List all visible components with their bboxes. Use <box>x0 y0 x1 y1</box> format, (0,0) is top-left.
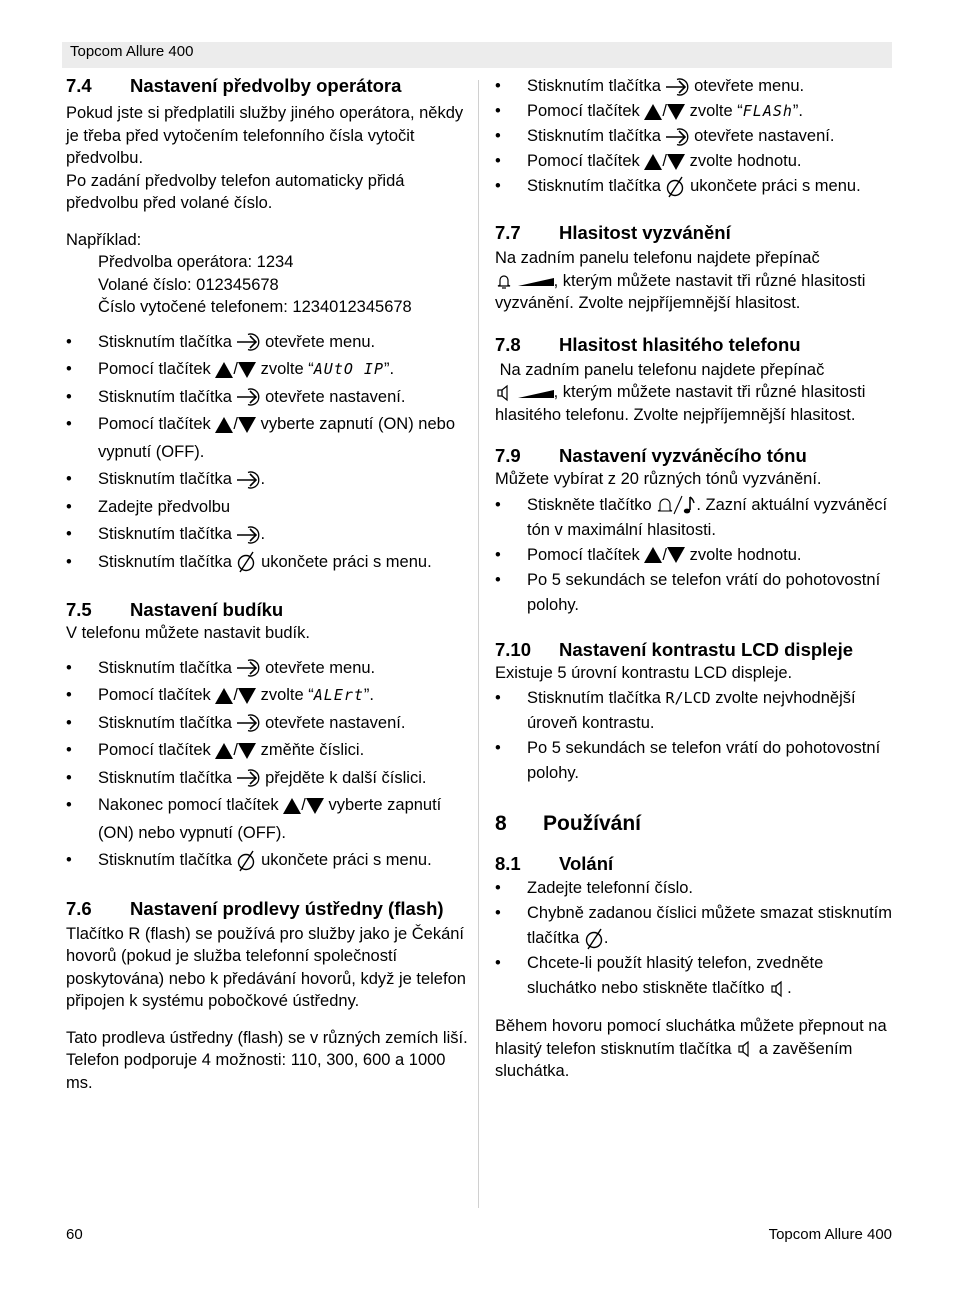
s74-example-line-2: Volané číslo: 012345678 <box>98 275 279 294</box>
arrow-up-icon <box>283 798 301 814</box>
list-item: • Pomocí tlačítek / zvolte “AUtO IP”. <box>66 356 468 384</box>
list-item: • Stisknutím tlačítka otevřete menu. <box>495 74 895 99</box>
header-title: Topcom Allure 400 <box>70 43 194 60</box>
bell-music-icon <box>656 494 696 516</box>
arrow-up-icon <box>644 154 662 170</box>
list-item: • Chybně zadanou číslici můžete smazat stisknutím tlačítka . <box>495 901 895 951</box>
s76-paragraph-2: Tato prodleva ústředny (flash) se v různých zemích liší. <box>66 1028 468 1047</box>
right-column <box>495 74 895 1083</box>
s81-paragraph: Během hovoru pomocí sluchátka můžete přepnout na hlasitý telefon stisknutím tlačítka a zavěšením sluchátka. <box>495 1017 887 1080</box>
list-item: • Stisknutím tlačítka ukončete práci s menu. <box>66 549 468 577</box>
arrow-down-icon <box>238 688 256 704</box>
list-item: • Pomocí tlačítek / vyberte zapnutí (ON) nebo vypnutí (OFF). <box>66 411 468 466</box>
section-7-10-heading: 7.10 Nastavení kontrastu LCD displeje <box>495 638 854 660</box>
menu-enter-icon <box>236 387 260 407</box>
menu-enter-icon <box>236 713 260 733</box>
arrow-down-icon <box>238 417 256 433</box>
arrow-down-icon <box>306 798 324 814</box>
cancel-icon <box>584 928 604 950</box>
list-item: • Stiskněte tlačítko . Zazní aktuální vyzváněcí tón v maximální hlasitosti. <box>495 493 895 543</box>
column-divider <box>478 80 479 1208</box>
speaker-icon <box>769 980 787 998</box>
s74-paragraph-1: Pokud jste si předplatili služby jiného operátora, někdy je třeba před vytočením telefonního čísla vytočit předvolbu. <box>66 104 464 167</box>
list-item: • Stisknutím tlačítka otevřete menu. <box>66 329 468 357</box>
s79-paragraph: Můžete vybírat z 20 různých tónů vyzvánění. <box>495 470 822 488</box>
arrow-down-icon <box>238 743 256 759</box>
menu-enter-icon <box>236 525 260 545</box>
section-7-9-heading: 7.9 Nastavení vyzváněcího tónu <box>495 445 807 466</box>
s76-paragraph-1: Tlačítko R (flash) se používá pro služby jako je Čekání hovorů (pokud je služba telefonní společností poskytována) nebo k předávání hovorů, když je telefon připojen k systému pobočkové ústředny. <box>66 924 466 1010</box>
section-7-7-heading: 7.7 Hlasitost vyzvánění <box>495 222 731 243</box>
cancel-icon <box>236 551 256 573</box>
section-7-4-heading: 7.4 Nastavení předvolby operátora <box>66 75 402 96</box>
volume-wedge-icon <box>518 386 554 400</box>
arrow-up-icon <box>215 743 233 759</box>
menu-enter-icon <box>236 768 260 788</box>
s78-paragraph: Na zadním panelu telefonu najdete přepínač , kterým můžete nastavit tři různé hlasitosti hlasitého telefonu. Zvolte nejpříjemnější hlasitost. <box>495 360 866 424</box>
s79-steps <box>495 493 895 618</box>
menu-enter-icon <box>236 470 260 490</box>
section-7-8-heading: 7.8 Hlasitost hlasitého telefonu <box>495 333 801 355</box>
page-number: 60 <box>66 1226 83 1243</box>
list-item: • Pomocí tlačítek / zvolte “ALErt”. <box>66 682 468 710</box>
arrow-up-icon <box>215 417 233 433</box>
s76-paragraph-3: Telefon podporuje 4 možnosti: 110, 300, 600 a 1000 ms. <box>66 1051 446 1092</box>
s710-paragraph: Existuje 5 úrovní kontrastu LCD displeje. <box>495 663 793 682</box>
list-item: • Stisknutím tlačítka otevřete nastavení. <box>495 124 895 149</box>
volume-wedge-icon <box>518 274 554 288</box>
arrow-up-icon <box>644 547 662 563</box>
list-item: • Pomocí tlačítek / zvolte hodnotu. <box>495 149 895 174</box>
list-item: • Zadejte telefonní číslo. <box>495 876 895 901</box>
section-8-heading: 8 Používání <box>495 812 642 835</box>
list-item: • Zadejte předvolbu <box>66 494 468 522</box>
menu-enter-icon <box>665 127 689 147</box>
s76-steps <box>495 74 895 199</box>
list-item: • Po 5 sekundách se telefon vrátí do pohotovostní polohy. <box>495 736 895 786</box>
list-item: • Pomocí tlačítek / změňte číslici. <box>66 737 468 765</box>
list-item: • Stisknutím tlačítka ukončete práci s menu. <box>66 847 468 875</box>
arrow-up-icon <box>644 104 662 120</box>
menu-enter-icon <box>665 77 689 97</box>
r-lcd-key-label: R/LCD <box>665 689 711 707</box>
footer-title: Topcom Allure 400 <box>768 1226 892 1243</box>
list-item: • Stisknutím tlačítka ukončete práci s menu. <box>495 174 895 199</box>
menu-enter-icon <box>236 332 260 352</box>
left-column <box>66 74 468 1094</box>
list-item: • Stisknutím tlačítka R/LCD zvolte nejvhodnější úroveň kontrastu. <box>495 686 895 736</box>
list-item: • Pomocí tlačítek / zvolte “FLASh”. <box>495 99 895 124</box>
cancel-icon <box>665 176 685 198</box>
list-item: • Stisknutím tlačítka . <box>66 521 468 549</box>
speaker-icon <box>736 1040 754 1058</box>
list-item: • Stisknutím tlačítka přejděte k další číslici. <box>66 765 468 793</box>
s74-example-label: Například: <box>66 230 142 249</box>
s81-steps <box>495 876 895 1001</box>
bell-icon <box>495 272 513 290</box>
s75-paragraph: V telefonu můžete nastavit budík. <box>66 624 310 642</box>
s77-paragraph: Na zadním panelu telefonu najdete přepínač , kterým můžete nastavit tři různé hlasitosti vyzvánění. Zvolte nejpříjemnější hlasitost. <box>495 249 866 312</box>
arrow-down-icon <box>667 154 685 170</box>
list-item: • Po 5 sekundách se telefon vrátí do pohotovostní polohy. <box>495 568 895 618</box>
list-item: • Stisknutím tlačítka otevřete menu. <box>66 655 468 683</box>
list-item: • Stisknutím tlačítka . <box>66 466 468 494</box>
s74-paragraph-2: Po zadání předvolby telefon automaticky přidá předvolbu před volané číslo. <box>66 171 405 212</box>
section-7-6-heading: 7.6 Nastavení prodlevy ústředny (flash) <box>66 897 444 919</box>
cancel-icon <box>236 850 256 872</box>
s710-steps <box>495 686 895 786</box>
arrow-up-icon <box>215 362 233 378</box>
section-7-5-heading: 7.5 Nastavení budíku <box>66 599 284 620</box>
list-item: • Chcete-li použít hlasitý telefon, zvedněte sluchátko nebo stiskněte tlačítko . <box>495 951 895 1001</box>
list-item: • Nakonec pomocí tlačítek / vyberte zapnutí (ON) nebo vypnutí (OFF). <box>66 792 468 847</box>
s74-example-line-1: Předvolba operátora: 1234 <box>98 253 294 271</box>
s74-example-line-3: Číslo vytočené telefonem: 1234012345678 <box>98 298 412 316</box>
page-header <box>62 42 892 68</box>
arrow-down-icon <box>238 362 256 378</box>
arrow-down-icon <box>667 547 685 563</box>
section-8-1-heading: 8.1 Volání <box>495 853 614 874</box>
list-item: • Pomocí tlačítek / zvolte hodnotu. <box>495 543 895 568</box>
menu-enter-icon <box>236 658 260 678</box>
s75-steps <box>66 655 468 875</box>
arrow-up-icon <box>215 688 233 704</box>
s74-steps <box>66 329 468 577</box>
arrow-down-icon <box>667 104 685 120</box>
list-item: • Stisknutím tlačítka otevřete nastavení. <box>66 710 468 738</box>
list-item: • Stisknutím tlačítka otevřete nastavení. <box>66 384 468 412</box>
speaker-icon <box>495 384 513 402</box>
